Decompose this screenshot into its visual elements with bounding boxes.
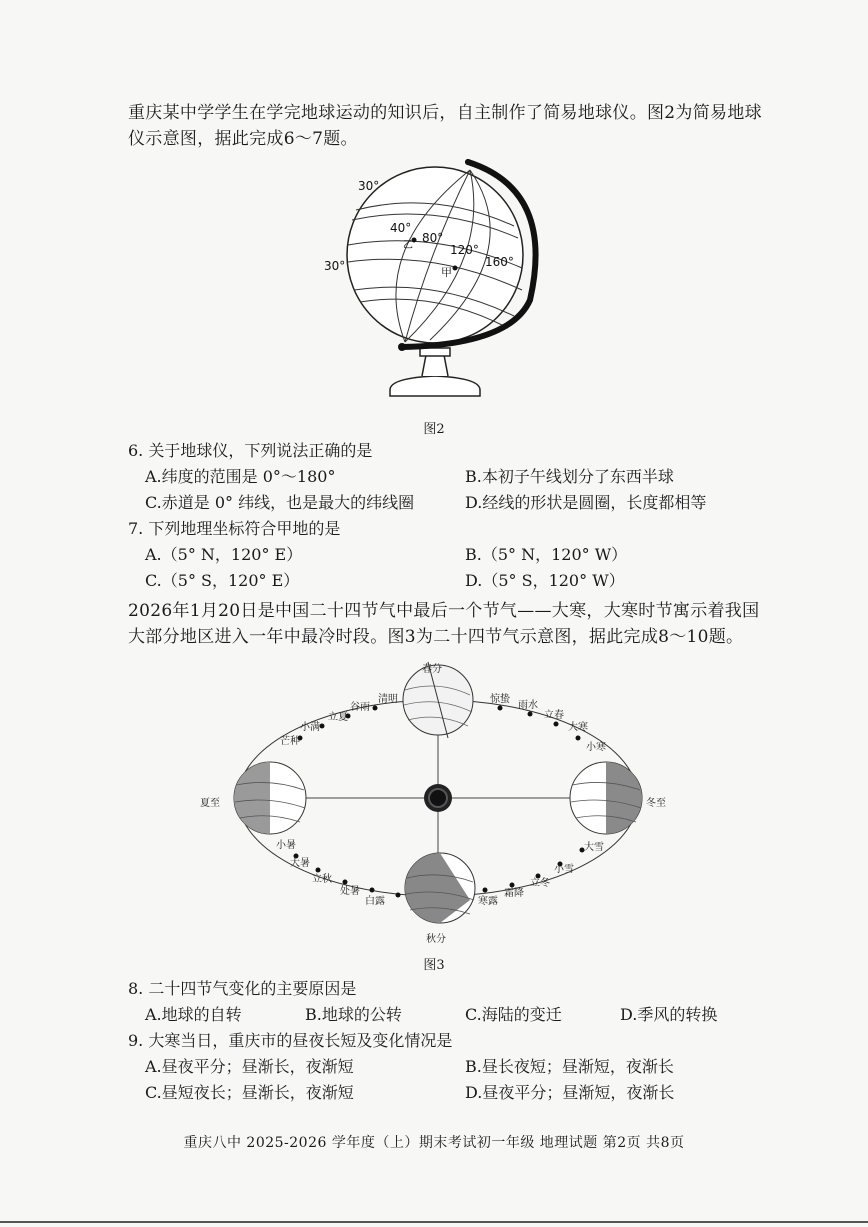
q6-option-c[interactable]: C.赤道是 0° 纬线，也是最大的纬线圈 [145,493,415,512]
label-lat30-left: 30° [324,259,346,273]
label-point-jia: 甲 [441,266,452,279]
q8-stem: 8. 二十四节气变化的主要原因是 [128,979,357,998]
label-lon40: 40° [390,221,412,235]
term-chunfen: 春分 [422,664,442,675]
q9-option-d[interactable]: D.昼夜平分；昼渐短，夜渐长 [465,1083,675,1102]
q7-stem: 7. 下列地理坐标符合甲地的是 [128,519,341,538]
label-lon120: 120° [450,243,479,257]
term-chushu: 处暑 [340,886,360,897]
label-lon160: 160° [485,255,514,269]
term-hanlu: 寒露 [478,896,498,907]
figure2-globe-diagram [310,150,560,415]
term-mangzhong: 芒种 [280,736,300,747]
term-daxue: 大雪 [584,842,604,853]
intro-paragraph-1: 重庆某中学学生在学完地球运动的知识后，自主制作了简易地球仪。图2为简易地球仪示意图，据此完成6～7题。 [128,103,762,149]
earth-dongzhi-icon [570,762,642,834]
label-lat30-top: 30° [358,179,380,193]
term-bailu: 白露 [365,896,385,907]
term-liqiu: 立秋 [312,874,332,885]
point-jia-marker [453,266,458,271]
figure3-solar-terms-diagram [200,650,690,950]
term-guyu: 谷雨 [350,702,370,713]
q9-option-c[interactable]: C.昼短夜长；昼渐长，夜渐短 [145,1083,354,1102]
term-xiaoxue: 小雪 [554,864,574,875]
q6-option-d[interactable]: D.经线的形状是圆圈，长度都相等 [465,493,707,512]
term-xiazhi: 夏至 [200,798,220,809]
page-footer: 重庆八中 2025-2026 学年度（上）期末考试初一年级 地理试题 第2页 共8页 [183,1135,685,1151]
term-yushui: 雨水 [518,700,538,711]
term-xiaoman: 小满 [300,722,320,733]
term-dashu: 大暑 [290,858,310,869]
term-qingming: 清明 [378,694,398,705]
q6-option-b[interactable]: B.本初子午线划分了东西半球 [465,467,674,486]
term-qiufen: 秋分 [426,934,446,945]
term-lixia: 立夏 [328,712,348,723]
label-point-yi: 乙 [403,240,413,251]
q7-option-b[interactable]: B.（5° N，120° W） [465,545,628,564]
term-xiaohan: 小寒 [586,742,606,753]
term-dahan: 大寒 [568,722,588,733]
q7-option-d[interactable]: D.（5° S，120° W） [465,571,625,590]
q9-option-a[interactable]: A.昼夜平分；昼渐长，夜渐短 [145,1057,354,1076]
q8-option-c[interactable]: C.海陆的变迁 [465,1005,562,1024]
intro-paragraph-2: 2026年1月20日是中国二十四节气中最后一个节气——大寒，大寒时节寓示着我国大部分地区进入一年中最冷时段。图3为二十四节气示意图，据此完成8～10题。 [128,601,760,647]
q8-option-a[interactable]: A.地球的自转 [145,1005,242,1024]
scan-edge-line [0,1221,868,1223]
q6-stem: 6. 关于地球仪，下列说法正确的是 [128,441,373,460]
term-shuangjiang: 霜降 [504,888,524,899]
q7-option-a[interactable]: A.（5° N，120° E） [145,545,303,564]
term-dongzhi: 冬至 [646,798,666,809]
q6-option-a[interactable]: A.纬度的范围是 0°～180° [145,467,336,486]
term-lidong: 立冬 [530,878,550,889]
earth-qiufen-icon [405,853,475,923]
label-lon80: 80° [422,231,444,245]
term-xiaoshu: 小暑 [276,840,296,851]
figure2-caption: 图2 [423,422,445,437]
earth-xiazhi-icon [234,762,306,834]
globe-base [390,376,480,396]
q7-option-c[interactable]: C.（5° S，120° E） [145,571,300,590]
figure3-caption: 图3 [423,958,445,973]
term-lichun: 立春 [544,710,564,721]
q8-option-b[interactable]: B.地球的公转 [305,1005,402,1024]
q9-stem: 9. 大寒当日，重庆市的昼夜长短及变化情况是 [128,1031,453,1050]
term-jingzhe: 惊蛰 [490,694,510,705]
globe-stand [422,355,448,376]
q8-option-d[interactable]: D.季风的转换 [620,1005,718,1024]
q9-option-b[interactable]: B.昼长夜短；昼渐短，夜渐长 [465,1057,674,1076]
